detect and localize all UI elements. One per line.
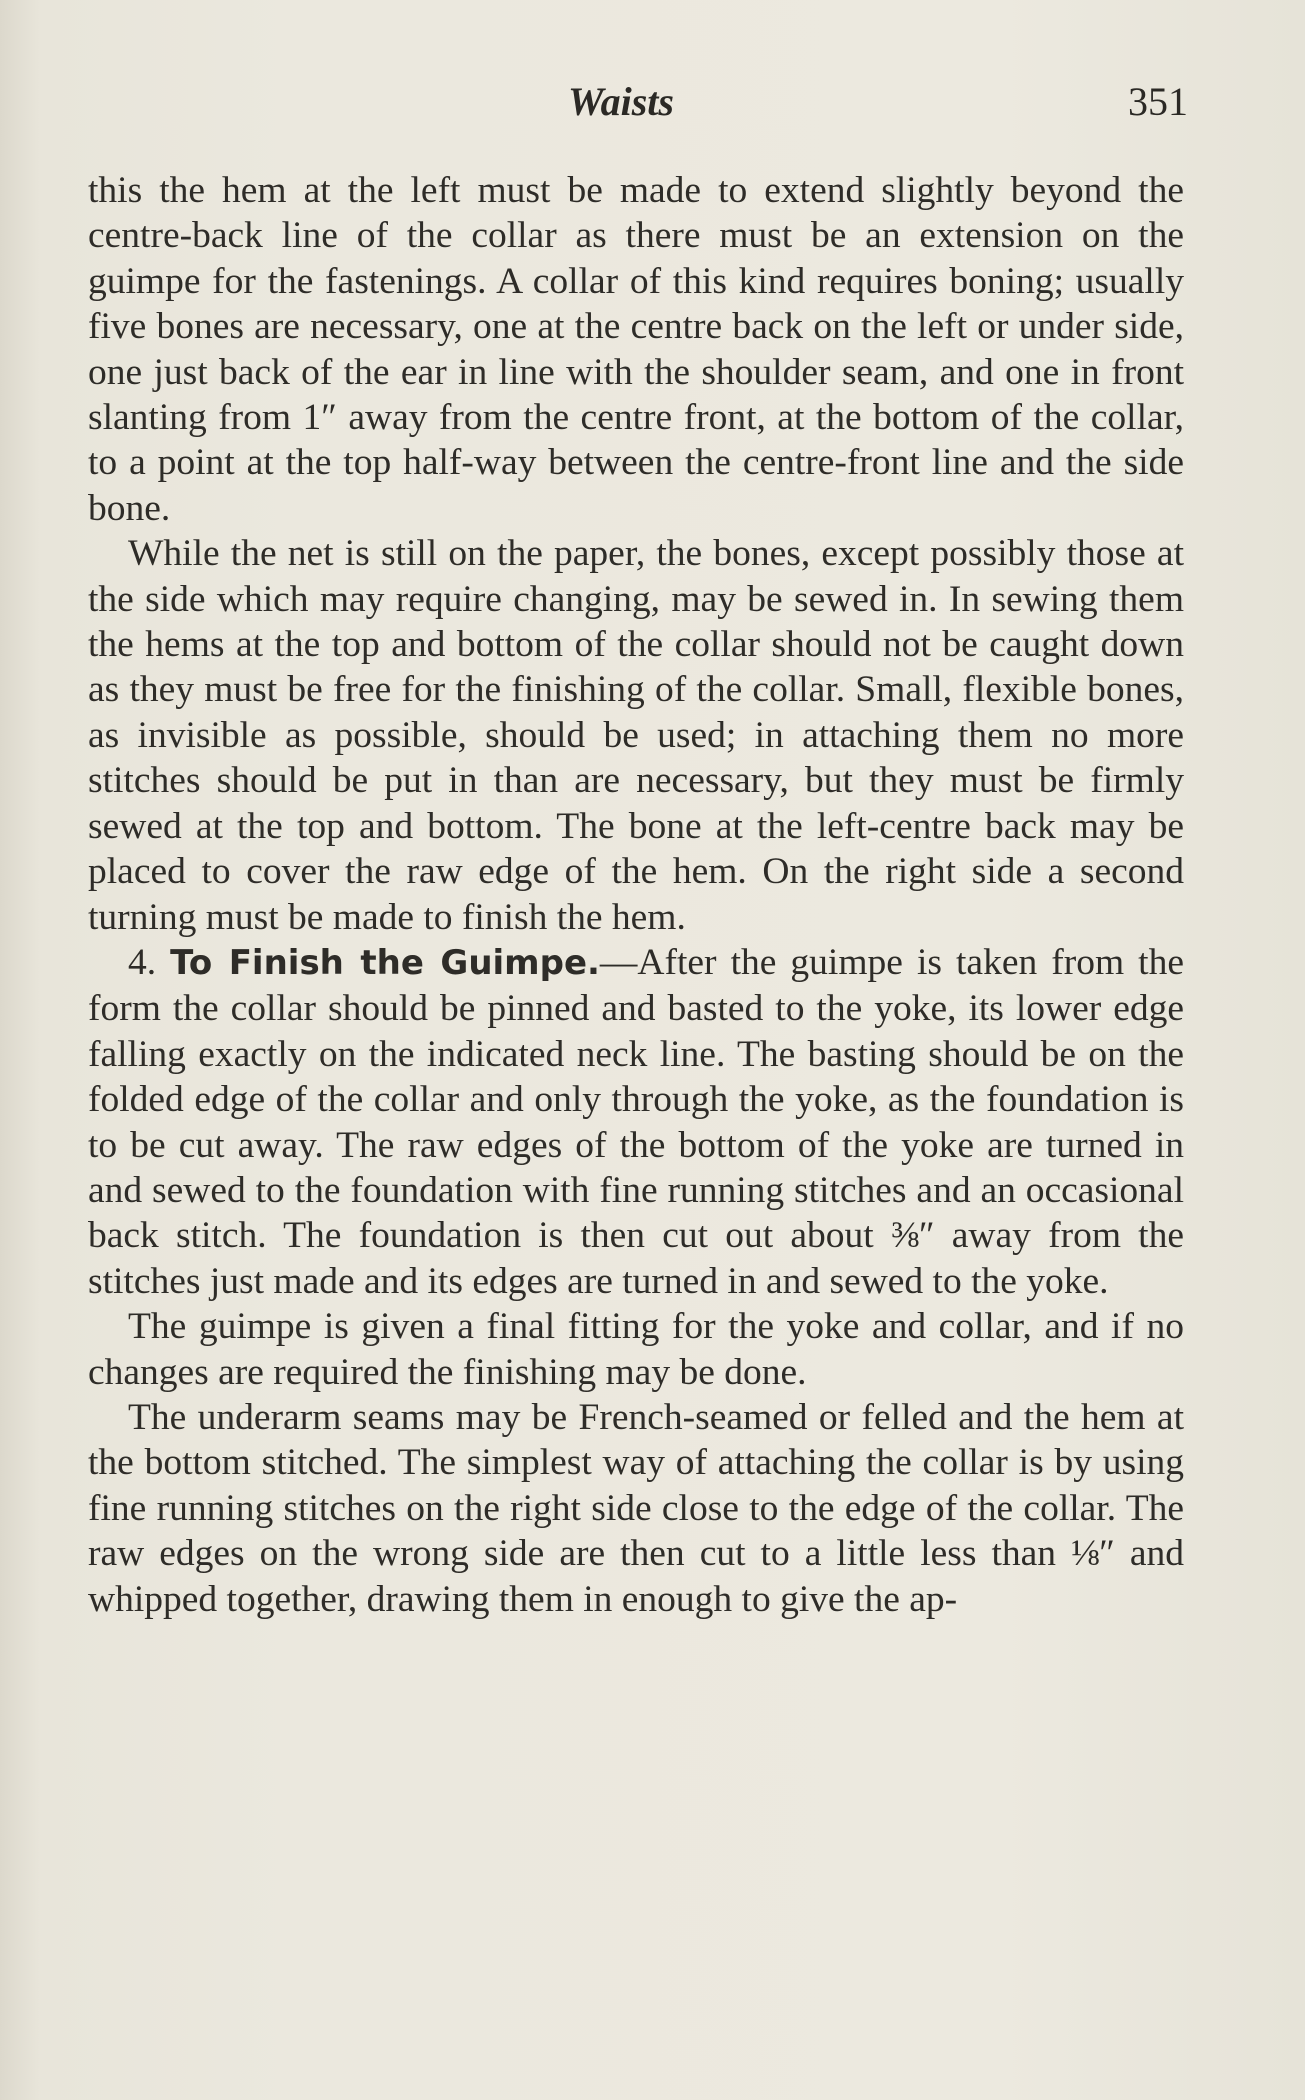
paragraph-1: this the hem at the left must be made to extend slightly beyond the centre-back line of the collar as there must be an extension on the guimpe for the fastenings. A collar of this kind requires boning; usually five bones are necessary, one at the centre back on the left or under side, one just back of the ear in line with the shoulder seam, and one in front slanting from 1″ away from the centre front, at the bottom of the collar, to a point at the top half-way between the centre-front line and the side bone.	[88, 170, 1184, 529]
body-text	[88, 168, 1184, 1622]
running-head	[88, 78, 1188, 134]
paragraph-3	[88, 940, 1184, 1304]
paragraph-3-text: —After the guimpe is taken from the form the collar should be pinned and basted to the yoke, its lower edge falling exactly on the indicated neck line. The basting should be on the folded edge of the collar and only through the yoke, as the foundation is to be cut away. The raw edges of the bottom of the yoke are turned in and sewed to the foundation with fine running stitches and an occasional back stitch. The foundation is then cut out about ⅜″ away from the stitches just made and its edges are turned in and sewed to the yoke.	[88, 941, 1184, 1302]
page-number: 351	[1128, 79, 1188, 124]
paragraph-4: The guimpe is given a final fitting for the yoke and collar, and if no changes are required the finishing may be done.	[88, 1306, 1184, 1393]
running-title: Waists	[568, 79, 674, 124]
section-number: 4.	[128, 941, 157, 983]
paragraph-2: While the net is still on the paper, the bones, except possibly those at the side which may require changing, may be sewed in. In sewing them the hems at the top and bottom of the collar should not be caught down as they must be free for the finishing of the collar. Small, flexible bones, as invisible as possible, should be used; in attaching them no more stitches should be put in than are necessary, but they must be firmly sewed at the top and bottom. The bone at the left-centre back may be placed to cover the raw edge of the hem. On the right side a second turning must be made to finish the hem.	[88, 533, 1184, 938]
section-heading: To Finish the Guimpe.	[170, 942, 600, 983]
paragraph-5: The underarm seams may be French-seamed or felled and the hem at the bottom stitched. The simplest way of attaching the collar is by using fine running stitches on the right side close to the edge of the collar. The raw edges on the wrong side are then cut to a little less than ⅛″ and whipped together, drawing them in enough to give the ap-	[88, 1396, 1184, 1620]
